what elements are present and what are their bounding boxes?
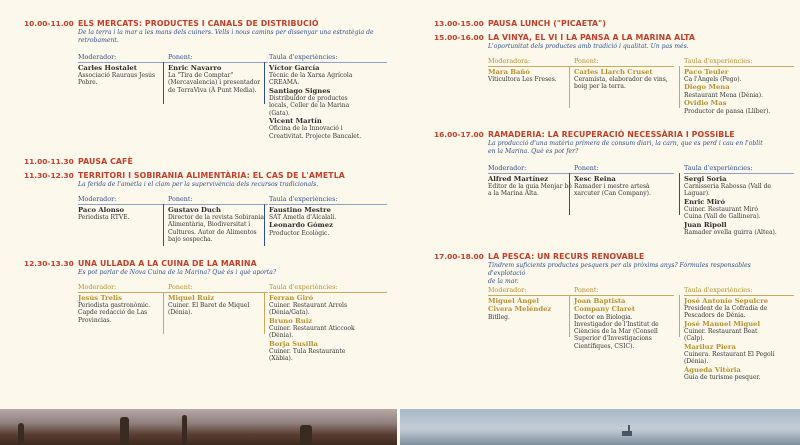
- description-line: De la terra i la mar a les mans dels cuiners. Vells i nous camins per dissenyar una estratègia de: [78, 29, 374, 36]
- session-title: UNA ULLADA A LA CUINA DE LA MARINA: [78, 259, 257, 268]
- person-name: Faustino Mestre: [269, 205, 331, 214]
- person-role: Director de la revista Sobirania: [168, 214, 264, 221]
- experiences-block: [269, 53, 387, 140]
- person-name: Mariluz Piera: [684, 342, 736, 351]
- person-name: Carles Llarch Cruset: [574, 67, 653, 76]
- experiences-label: Taula d'experiències:: [684, 57, 753, 65]
- person-name: Gustavo Duch: [168, 205, 221, 214]
- person-name: Vicent Martín: [269, 116, 322, 125]
- person-role: Distribuïdor de productes: [269, 95, 348, 103]
- column-divider: [163, 292, 164, 334]
- session-time: 15.00-16.00: [434, 33, 484, 42]
- session-time: 11.00-11.30: [24, 157, 74, 166]
- person-role: Superior d'Investigacions: [574, 335, 652, 343]
- person-role: Cuiner. Restaurant Arrels: [269, 302, 348, 309]
- session-title: LA VINYA, EL VI I LA PANSA A LA MARINA ALTA: [488, 33, 696, 42]
- description-line: La ferida de l'ametla i el clam per la supervivència dels recursos tradicionals.: [78, 181, 319, 188]
- person-name: Sergi Soria: [684, 174, 727, 183]
- person-name: Mara Bañó: [488, 67, 530, 76]
- session-time: 13.00-15.00: [434, 19, 484, 28]
- person-role: Creativitat. Projecte Bancalet.: [269, 132, 362, 140]
- person-name: Jesús Trelis: [78, 293, 122, 302]
- speaker-label: Ponent:: [168, 195, 193, 203]
- column-divider: [264, 292, 265, 334]
- person-name: Company Claret: [574, 305, 635, 313]
- label-underline: [269, 62, 387, 63]
- column-divider: [569, 173, 570, 215]
- label-underline: [78, 204, 174, 205]
- description-line: retrobament.: [78, 37, 119, 44]
- column-divider: [569, 295, 570, 337]
- session-time: 11.30-12.30: [24, 171, 74, 180]
- experiences-block: [269, 283, 387, 363]
- session-description: [488, 140, 788, 156]
- experiences-label: Taula d'experiències:: [269, 53, 338, 61]
- person-role: SAT Ametla d'Alcalalí.: [269, 214, 337, 221]
- session-time: 10.00-11.00: [24, 19, 74, 28]
- person-name: José Antonio Sepulcre: [684, 296, 769, 305]
- speaker-label: Ponent:: [168, 283, 193, 291]
- person-name: Ovidio Mas: [684, 99, 727, 108]
- person-role: xarcuter (Can Company).: [574, 190, 651, 198]
- session-title: LA PESCA: UN RECURS RENOVABLE: [488, 252, 645, 261]
- person-name: Santiago Signes: [269, 86, 331, 95]
- moderator-block: [78, 53, 174, 87]
- experiences-label: Taula d'experiències:: [684, 286, 753, 294]
- label-underline: [78, 62, 174, 63]
- label-underline: [488, 295, 580, 296]
- person-role: (Dénia).: [269, 332, 294, 340]
- person-role: a la Marina Alta.: [488, 190, 539, 198]
- column-divider: [679, 295, 680, 337]
- label-underline: [168, 62, 268, 63]
- column-divider: [569, 66, 570, 108]
- moderator-block: [488, 286, 580, 321]
- person-name: Civera Meléndez: [488, 305, 552, 313]
- person-role: Capde redacció de Las: [78, 309, 148, 317]
- experiences-block: [684, 164, 794, 236]
- session-description: [488, 43, 788, 51]
- speaker-block: [574, 164, 674, 198]
- speaker-block: [168, 195, 268, 243]
- person-role: Cuiner. Restaurant Miró: [684, 206, 758, 214]
- speaker-block: [168, 53, 268, 94]
- person-role: (Gata).: [269, 109, 290, 117]
- person-role: (Dénia/Gata).: [269, 309, 310, 317]
- person-role: locals, Celler de la Marina: [269, 102, 350, 110]
- moderator-block: [488, 164, 580, 198]
- countryside-photo: [0, 409, 397, 445]
- session-time: 17.00-18.00: [434, 252, 484, 261]
- person-role: Restaurant Mena (Dénia).: [684, 91, 763, 99]
- description-line: de la mar.: [488, 278, 519, 285]
- person-role: CREAMA.: [269, 79, 300, 87]
- session-description: [488, 262, 788, 286]
- person-role: Cuina (Vall de Gallinera).: [684, 213, 761, 221]
- person-name: José Manuel Miguel: [684, 319, 761, 328]
- label-underline: [574, 295, 674, 296]
- person-role: La "Tira de Comptar": [168, 72, 234, 79]
- person-role: Cultures. Autor de Alimentos: [168, 228, 257, 236]
- person-role: Guia de turisme pesquer.: [684, 374, 761, 382]
- person-name: Alfred Martínez: [488, 174, 549, 183]
- label-underline: [488, 173, 580, 174]
- person-role: Viticultora Les Freses.: [488, 76, 557, 83]
- session-title: TERRITORI I SOBIRANIA ALIMENTÀRIA: EL CAS DE L'AMETLA: [78, 171, 345, 180]
- person-role: Oficina de la Innovació i: [269, 125, 343, 133]
- person-role: Productor Ecològic.: [269, 229, 330, 237]
- person-role: Doctor en Biologia.: [574, 313, 633, 321]
- speaker-label: Ponent:: [574, 286, 599, 294]
- person-role: Editor de la guia Menjar bé: [488, 183, 572, 190]
- session-description: [78, 269, 394, 277]
- label-underline: [574, 66, 674, 67]
- experiences-block: [269, 195, 387, 237]
- person-role: Ramader ovella guirra (Altea).: [684, 229, 777, 237]
- column-divider: [264, 62, 265, 104]
- speaker-block: [574, 286, 674, 350]
- moderator-block: [78, 283, 174, 324]
- person-role: Provincias.: [78, 316, 112, 324]
- experiences-block: [684, 286, 794, 382]
- person-role: Ramader i mestre artesà: [574, 183, 650, 190]
- column-divider: [679, 66, 680, 108]
- person-name: Joan Baptista: [574, 296, 626, 305]
- person-name: Paco Alonso: [78, 205, 125, 214]
- moderator-label: Moderador:: [488, 164, 527, 172]
- person-role: Cuiner. Restaurant Beat: [684, 328, 758, 336]
- label-underline: [574, 173, 674, 174]
- person-name: Juan Ripoll: [684, 220, 727, 229]
- person-role: Productor de pansa (Llíber).: [684, 107, 771, 115]
- person-name: Enric Navarro: [168, 63, 222, 72]
- session-title: PAUSA CAFÈ: [78, 157, 133, 166]
- column-divider: [163, 204, 164, 246]
- description-line: L'oportunitat dels productes amb tradició i qualitat. Un pas més.: [488, 43, 689, 50]
- moderator-label: Moderador:: [488, 286, 527, 294]
- moderator-label: Moderador:: [78, 195, 117, 203]
- speaker-label: Ponent:: [574, 57, 599, 65]
- person-role: President de la Cofradia de: [684, 305, 768, 312]
- person-role: Periodista RTVE.: [78, 214, 130, 221]
- harbour-photo: [400, 409, 800, 445]
- person-name: Àgueda Vitòria: [684, 365, 741, 374]
- description-line: Es pot parlar de Nova Cuina de la Marina? Què és i què aporta?: [78, 269, 277, 276]
- person-name: Ferran Giró: [269, 293, 314, 302]
- label-underline: [168, 204, 268, 205]
- person-role: Pobre.: [78, 79, 98, 87]
- moderator-label: Moderadora:: [488, 57, 531, 65]
- experiences-label: Taula d'experiències:: [269, 283, 338, 291]
- person-role: Alimentària, Biodiversitat i: [168, 221, 251, 229]
- person-role: (Calp).: [684, 335, 705, 343]
- person-name: Diego Mena: [684, 83, 730, 92]
- column-divider: [679, 173, 680, 215]
- speaker-block: [574, 57, 674, 91]
- person-role: Cuiner. Restaurant Aticcook: [269, 325, 355, 333]
- session-description: [78, 181, 394, 189]
- session-title: PAUSA LUNCH ("PICAETA"): [488, 19, 606, 28]
- description-line: Tindrem suficients productes pesquers per als pròxims anys? Fórmules responsables d'explotació: [488, 262, 751, 277]
- moderator-block: [488, 57, 580, 83]
- person-role: Ciències de la Mar (Consell: [574, 328, 658, 336]
- person-role: Carnisseria Rabossa (Vall de: [684, 183, 771, 190]
- person-name: Enric Miró: [684, 197, 726, 206]
- person-role: Cuinera. Restaurant El Pegolí: [684, 351, 775, 359]
- label-underline: [78, 292, 174, 293]
- experiences-block: [684, 57, 794, 115]
- person-name: Xesc Reina: [574, 174, 616, 183]
- person-role: Científiques, CSIC).: [574, 342, 635, 350]
- person-role: boig per la terra.: [574, 83, 626, 91]
- speaker-label: Ponent:: [168, 53, 193, 61]
- person-name: Borja Susilla: [269, 339, 318, 348]
- experiences-label: Taula d'experiències:: [684, 164, 753, 172]
- person-name: Víctor García: [269, 63, 320, 72]
- label-underline: [168, 292, 268, 293]
- session-time: 12.30-13.30: [24, 259, 74, 268]
- person-name: Miquel Ruiz: [168, 293, 215, 302]
- person-role: Cuiner. Tula Restaurante: [269, 348, 346, 356]
- person-role: Periodista gastronòmic.: [78, 302, 151, 309]
- column-divider: [163, 62, 164, 104]
- person-role: de TerraViva (À Punt Media).: [168, 86, 257, 94]
- person-role: Laguar).: [684, 190, 710, 198]
- session-title: RAMADERIA: LA RECUPERACIÓ NECESSÀRIA I POSSIBLE: [488, 130, 735, 139]
- person-role: Ca l'Àngels (Pego).: [684, 76, 742, 83]
- person-role: Ceramista, elaborador de vins,: [574, 76, 668, 83]
- person-role: Bitlleg.: [488, 313, 510, 321]
- person-role: (Xàbia).: [269, 355, 293, 363]
- person-role: Investigador de l'Institut de: [574, 320, 659, 328]
- speaker-block: [168, 283, 268, 317]
- person-role: Associació Rauraus Jesús: [78, 72, 156, 79]
- person-name: Miguel Ángel: [488, 296, 539, 305]
- moderator-block: [78, 195, 174, 221]
- moderator-label: Moderador:: [78, 53, 117, 61]
- session-title: ELS MERCATS: PRODUCTES I CANALS DE DISTRIBUCIÓ: [78, 19, 319, 28]
- label-underline: [684, 295, 794, 296]
- label-underline: [269, 204, 387, 205]
- person-role: (Dénia).: [684, 358, 709, 366]
- description-line: en la Marina. Què es pot fer?: [488, 148, 579, 155]
- moderator-label: Moderador:: [78, 283, 117, 291]
- session-description: [78, 29, 394, 45]
- label-underline: [684, 66, 794, 67]
- person-name: Paco Teuler: [684, 67, 729, 76]
- person-role: Tècnic de la Xarxa Agrícola: [269, 72, 353, 79]
- person-role: (Dénia).: [168, 309, 193, 317]
- speaker-label: Ponent:: [574, 164, 599, 172]
- person-role: Cuiner. El Baret de Miquel: [168, 302, 250, 309]
- description-line: La producció d'una matèria primera de consum diari, la carn, que es perd i cau en l'oblit: [488, 140, 763, 147]
- experiences-label: Taula d'experiències:: [269, 195, 338, 203]
- person-name: Bruno Ruiz: [269, 316, 313, 325]
- person-role: bajo sospecha.: [168, 235, 213, 243]
- person-role: Pescadors de Dénia.: [684, 312, 746, 320]
- column-divider: [264, 204, 265, 246]
- person-name: Leonardo Gómez: [269, 221, 333, 230]
- person-role: (Mercavalencia) i presentador: [168, 79, 261, 87]
- label-underline: [488, 66, 580, 67]
- label-underline: [269, 292, 387, 293]
- label-underline: [684, 173, 794, 174]
- person-name: Carles Hostalet: [78, 63, 137, 72]
- session-time: 16.00-17.00: [434, 130, 484, 139]
